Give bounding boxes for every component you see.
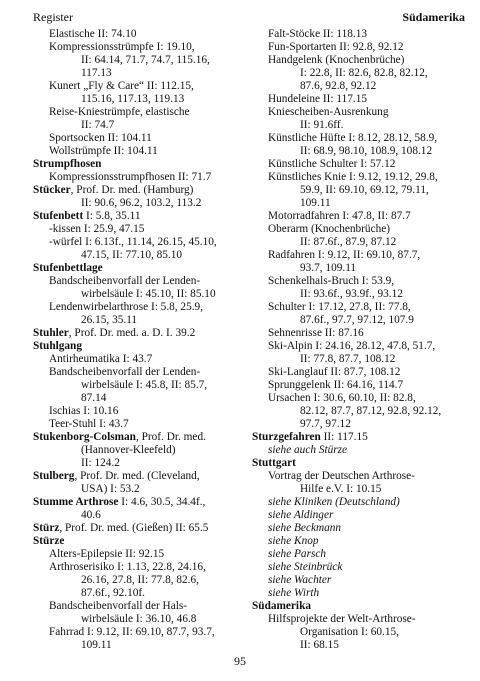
index-entry	[252, 145, 466, 158]
index-entry-text: Kompressionsstrümpfe I: 19.10,	[49, 41, 195, 53]
index-entry-text: 87.14	[81, 392, 107, 404]
index-entry-text: siehe auch Stürze	[268, 444, 348, 456]
index-entry	[252, 262, 466, 275]
index-entry-text: Organisation I: 60.15,	[300, 626, 399, 638]
index-entry-text: , Prof. Dr. med. (Hamburg)	[70, 184, 194, 196]
index-entry-text: Strumpfhosen	[33, 158, 102, 170]
index-entry	[252, 561, 466, 574]
index-entry	[33, 93, 245, 106]
index-entry	[33, 626, 245, 639]
index-entry	[33, 275, 245, 288]
index-entry-text: II: 77.8, 87.7, 108.12	[300, 353, 396, 365]
index-entry-text: siehe Wirth	[268, 587, 320, 599]
index-entry-text: Oberarm (Knochenbrüche)	[268, 223, 391, 235]
index-entry-text: Stuhlgang	[33, 340, 82, 352]
index-entry	[252, 119, 466, 132]
index-entry	[33, 54, 245, 67]
running-header-right: Südamerika	[402, 10, 465, 24]
index-entry-text: II: 68.9, 98.10, 108.9, 108.12	[300, 145, 433, 157]
index-entry	[252, 106, 466, 119]
index-entry	[252, 613, 466, 626]
index-entry	[33, 210, 245, 223]
index-entry	[33, 262, 245, 275]
index-entry	[33, 314, 245, 327]
index-entry-text: 87.6f., 97.7, 97.12, 107.9	[300, 314, 414, 326]
index-entry	[33, 145, 245, 158]
page-number: 95	[234, 654, 246, 668]
index-entry	[252, 431, 466, 444]
index-entry-text: -kissen I: 25.9, 47.15	[49, 223, 145, 235]
index-entry	[252, 392, 466, 405]
index-entry-text: wirbelsäule I: 45.10, II: 85.10	[81, 288, 216, 300]
index-entry	[252, 28, 466, 41]
index-entry	[252, 535, 466, 548]
index-entry-text: Hilfe e.V. I: 10.15	[300, 483, 382, 495]
index-entry-text: Arthroserisiko I: 1.13, 22.8, 24.16,	[49, 561, 206, 573]
index-entry-text: Hilfsprojekte der Welt-Arthrose-	[268, 613, 416, 625]
index-entry	[252, 301, 466, 314]
index-entry	[33, 67, 245, 80]
index-entry	[252, 93, 466, 106]
index-entry	[33, 639, 245, 652]
index-entry-text: Elastische II: 74.10	[49, 28, 137, 40]
index-entry	[252, 340, 466, 353]
index-entry	[33, 457, 245, 470]
index-headword: Stürz	[33, 522, 60, 534]
index-entry	[252, 184, 466, 197]
index-entry-text: Kunert „Fly & Care“ II: 112.15,	[49, 80, 194, 92]
index-entry-text: siehe Steinbrück	[268, 561, 343, 573]
index-entry-text: Südamerika	[252, 600, 312, 612]
index-entry-text: Sportsocken II: 104.11	[49, 132, 152, 144]
index-headword: Stumme Arthrose	[33, 496, 119, 508]
index-entry-text: , Prof. Dr. med.	[135, 431, 206, 443]
index-entry	[33, 522, 245, 535]
index-entry	[252, 548, 466, 561]
index-entry	[252, 288, 466, 301]
index-entry	[33, 41, 245, 54]
index-entry-text: II: 64.14, 71.7, 74.7, 115.16,	[81, 54, 210, 66]
index-entry	[252, 444, 466, 457]
index-entry	[252, 41, 466, 54]
index-headword: Stufenbett	[33, 210, 84, 222]
running-header-left: Register	[33, 10, 73, 24]
index-entry-text: Handgelenk (Knochenbrüche)	[268, 54, 405, 66]
index-entry	[33, 535, 245, 548]
index-entry-text: siehe Aldinger	[268, 509, 334, 521]
index-entry-text: siehe Knop	[268, 535, 319, 547]
index-entry-text: Fahrrad I: 9.12, II: 69.10, 87.7, 93.7,	[49, 626, 215, 638]
index-entry-text: 109.11	[300, 197, 331, 209]
index-entry-text: Kompressionsstrumpfhosen II: 71.7	[49, 171, 212, 183]
index-entry	[252, 626, 466, 639]
index-entry-text: siehe Beckmann	[268, 522, 342, 534]
index-entry-text: 59.9, II: 69.10, 69.12, 79.11,	[300, 184, 429, 196]
index-entry	[33, 236, 245, 249]
index-entry-text: Schenkelhals-Bruch I: 53.9,	[268, 275, 395, 287]
index-entry	[33, 548, 245, 561]
index-entry-text: I: 22.8, II: 82.6, 82.8, 82.12,	[300, 67, 428, 79]
index-entry-text: 26.15, 35.11	[81, 314, 138, 326]
index-entry	[252, 223, 466, 236]
index-entry-text: Fun-Sportarten II: 92.8, 92.12	[268, 41, 404, 53]
index-entry	[252, 639, 466, 652]
index-entry-text: siehe Parsch	[268, 548, 327, 560]
index-entry-text: , Prof. Dr. med. a. D. I. 39.2	[68, 327, 196, 339]
index-entry-text: , Prof. Dr. med. (Gießen) II: 65.5	[59, 522, 209, 534]
index-entry	[33, 444, 245, 457]
index-entry	[252, 587, 466, 600]
index-entry	[252, 457, 466, 470]
index-entry-text: wirbelsäule I: 36.10, 46.8	[81, 613, 197, 625]
index-entry-text: 40.6	[81, 509, 101, 521]
index-entry-text: 115.16, 117.13, 119.13	[81, 93, 185, 105]
index-entry-text: I: 4.6, 30.5, 34.4f.,	[118, 496, 206, 508]
index-entry-text: Radfahren I: 9.12, II: 69.10, 87.7,	[268, 249, 421, 261]
index-headword: Stuhler	[33, 327, 69, 339]
index-column-right	[252, 28, 466, 652]
index-entry	[252, 210, 466, 223]
index-entry	[252, 600, 466, 613]
index-entry-text: Motorradfahren I: 47.8, II: 87.7	[268, 210, 411, 222]
index-column-left	[33, 28, 245, 652]
index-entry-text: , Prof. Dr. med. (Cleveland,	[74, 470, 200, 482]
index-entry-text: Bandscheibenvorfall der Lenden-	[49, 275, 201, 287]
index-entry	[252, 574, 466, 587]
index-entry	[33, 392, 245, 405]
index-entry-text: 47.15, II: 77.10, 85.10	[81, 249, 183, 261]
index-entry	[252, 249, 466, 262]
index-entry	[252, 158, 466, 171]
index-entry	[33, 613, 245, 626]
index-entry	[33, 80, 245, 93]
index-entry	[252, 418, 466, 431]
index-entry-text: II: 68.15	[300, 639, 339, 651]
index-entry-text: II: 124.2	[81, 457, 120, 469]
index-headword: Stukenborg-Colsman	[33, 431, 136, 443]
index-entry-text: Sehnenrisse II: 87.16	[268, 327, 364, 339]
index-entry-text: 87.6f., 92.10f.	[81, 587, 146, 599]
index-entry	[252, 353, 466, 366]
index-entry	[252, 379, 466, 392]
index-entry-text: 87.6, 92.8, 92.12	[300, 80, 377, 92]
index-entry	[252, 327, 466, 340]
index-entry	[252, 275, 466, 288]
index-entry-text: (Hannover-Kleefeld)	[81, 444, 176, 456]
index-entry	[33, 405, 245, 418]
index-entry	[252, 197, 466, 210]
index-entry-text: Bandscheibenvorfall der Lenden-	[49, 366, 201, 378]
index-entry	[252, 522, 466, 535]
index-entry	[252, 483, 466, 496]
index-entry	[33, 470, 245, 483]
index-entry	[252, 54, 466, 67]
index-entry-text: Künstliche Schulter I: 57.12	[268, 158, 396, 170]
index-entry	[33, 353, 245, 366]
index-entry-text: I: 5.8, 35.11	[83, 210, 141, 222]
index-entry	[33, 340, 245, 353]
index-entry-text: Schulter I: 17.12, 27.8, II: 77.8,	[268, 301, 411, 313]
index-entry-text: Vortrag der Deutschen Arthrose-	[268, 470, 415, 482]
index-entry-text: Teer-Stuhl I: 43.7	[49, 418, 129, 430]
index-entry-text: 109.11	[81, 639, 112, 651]
index-entry	[33, 574, 245, 587]
index-entry-text: Ski-Alpin I: 24.16, 28.12, 47.8, 51.7,	[268, 340, 436, 352]
index-entry-text: Stürze	[33, 535, 65, 547]
index-entry	[33, 561, 245, 574]
index-entry-text: Hundeleine II: 117.15	[268, 93, 368, 105]
index-entry	[33, 301, 245, 314]
index-entry	[252, 509, 466, 522]
index-entry	[252, 314, 466, 327]
index-entry-text: Stuttgart	[252, 457, 296, 469]
index-entry-text: siehe Kliniken (Deutschland)	[268, 496, 400, 508]
index-entry	[33, 509, 245, 522]
index-entry	[33, 327, 245, 340]
index-headword: Stulberg	[33, 470, 75, 482]
index-entry-text: Reise-Kniestrümpfe, elastische	[49, 106, 190, 118]
index-entry-text: Ursachen I: 30.6, 60.10, II: 82.8,	[268, 392, 416, 404]
index-entry	[33, 600, 245, 613]
index-entry-text: -würfel I: 6.13f., 11.14, 26.15, 45.10,	[49, 236, 217, 248]
index-entry	[33, 431, 245, 444]
index-entry	[252, 236, 466, 249]
index-entry	[252, 405, 466, 418]
index-entry	[33, 379, 245, 392]
index-entry-text: II: 117.15	[320, 431, 368, 443]
index-entry-text: 26.16, 27.8, II: 77.8, 82.6,	[81, 574, 199, 586]
index-entry-text: siehe Wachter	[268, 574, 332, 586]
index-entry	[33, 171, 245, 184]
index-entry-text: II: 87.6f., 87.9, 87.12	[300, 236, 397, 248]
index-entry-text: Wollstrümpfe II: 104.11	[49, 145, 158, 157]
index-entry-text: Künstliches Knie I: 9.12, 19.12, 29.8,	[268, 171, 438, 183]
index-entry	[33, 366, 245, 379]
index-entry-text: II: 93.6f., 93.9f., 93.12	[300, 288, 403, 300]
index-entry	[252, 67, 466, 80]
index-entry	[33, 496, 245, 509]
index-entry-text: Bandscheibenvorfall der Hals-	[49, 600, 188, 612]
index-entry	[252, 80, 466, 93]
index-entry	[252, 366, 466, 379]
index-entry-text: II: 74.7	[81, 119, 115, 131]
index-headword: Sturzgefahren	[252, 431, 321, 443]
index-entry	[252, 171, 466, 184]
index-entry-text: Alters-Epilepsie II: 92.15	[49, 548, 165, 560]
index-entry	[33, 158, 245, 171]
index-entry-text: 117.13	[81, 67, 112, 79]
index-entry-text: Stufenbettlage	[33, 262, 103, 274]
index-entry	[33, 197, 245, 210]
index-entry	[252, 470, 466, 483]
index-entry-text: wirbelsäule I: 45.8, II: 85.7,	[81, 379, 208, 391]
index-entry-text: Künstliche Hüfte I: 8.12, 28.12, 58.9,	[268, 132, 438, 144]
index-entry	[33, 28, 245, 41]
index-entry	[33, 288, 245, 301]
index-entry	[252, 132, 466, 145]
index-entry	[33, 119, 245, 132]
index-entry-text: 82.12, 87.7, 87.12, 92.8, 92.12,	[300, 405, 442, 417]
index-entry-text: Sprunggelenk II: 64.16, 114.7	[268, 379, 404, 391]
index-entry-text: Lendenwirbelarthrose I: 5.8, 25.9,	[49, 301, 204, 313]
index-entry	[252, 496, 466, 509]
index-entry-text: 97.7, 97.12	[300, 418, 351, 430]
index-entry	[33, 132, 245, 145]
index-entry	[33, 223, 245, 236]
index-entry-text: Ischias I: 10.16	[49, 405, 119, 417]
index-entry-text: Kniescheiben-Ausrenkung	[268, 106, 389, 118]
index-entry-text: II: 91.6ff.	[300, 119, 344, 131]
index-entry-text: 93.7, 109.11	[300, 262, 357, 274]
index-entry	[33, 249, 245, 262]
index-entry	[33, 106, 245, 119]
index-entry	[33, 418, 245, 431]
index-entry-text: USA) I: 53.2	[81, 483, 140, 495]
index-headword: Stücker	[33, 184, 71, 196]
index-entry-text: Ski-Langlauf II: 87.7, 108.12	[268, 366, 401, 378]
index-entry-text: II: 90.6, 96.2, 103.2, 113.2	[81, 197, 202, 209]
index-entry	[33, 184, 245, 197]
index-entry-text: Antirheumatika I: 43.7	[49, 353, 153, 365]
index-entry-text: Falt-Stöcke II: 118.13	[268, 28, 368, 40]
index-entry	[33, 483, 245, 496]
index-entry	[33, 587, 245, 600]
